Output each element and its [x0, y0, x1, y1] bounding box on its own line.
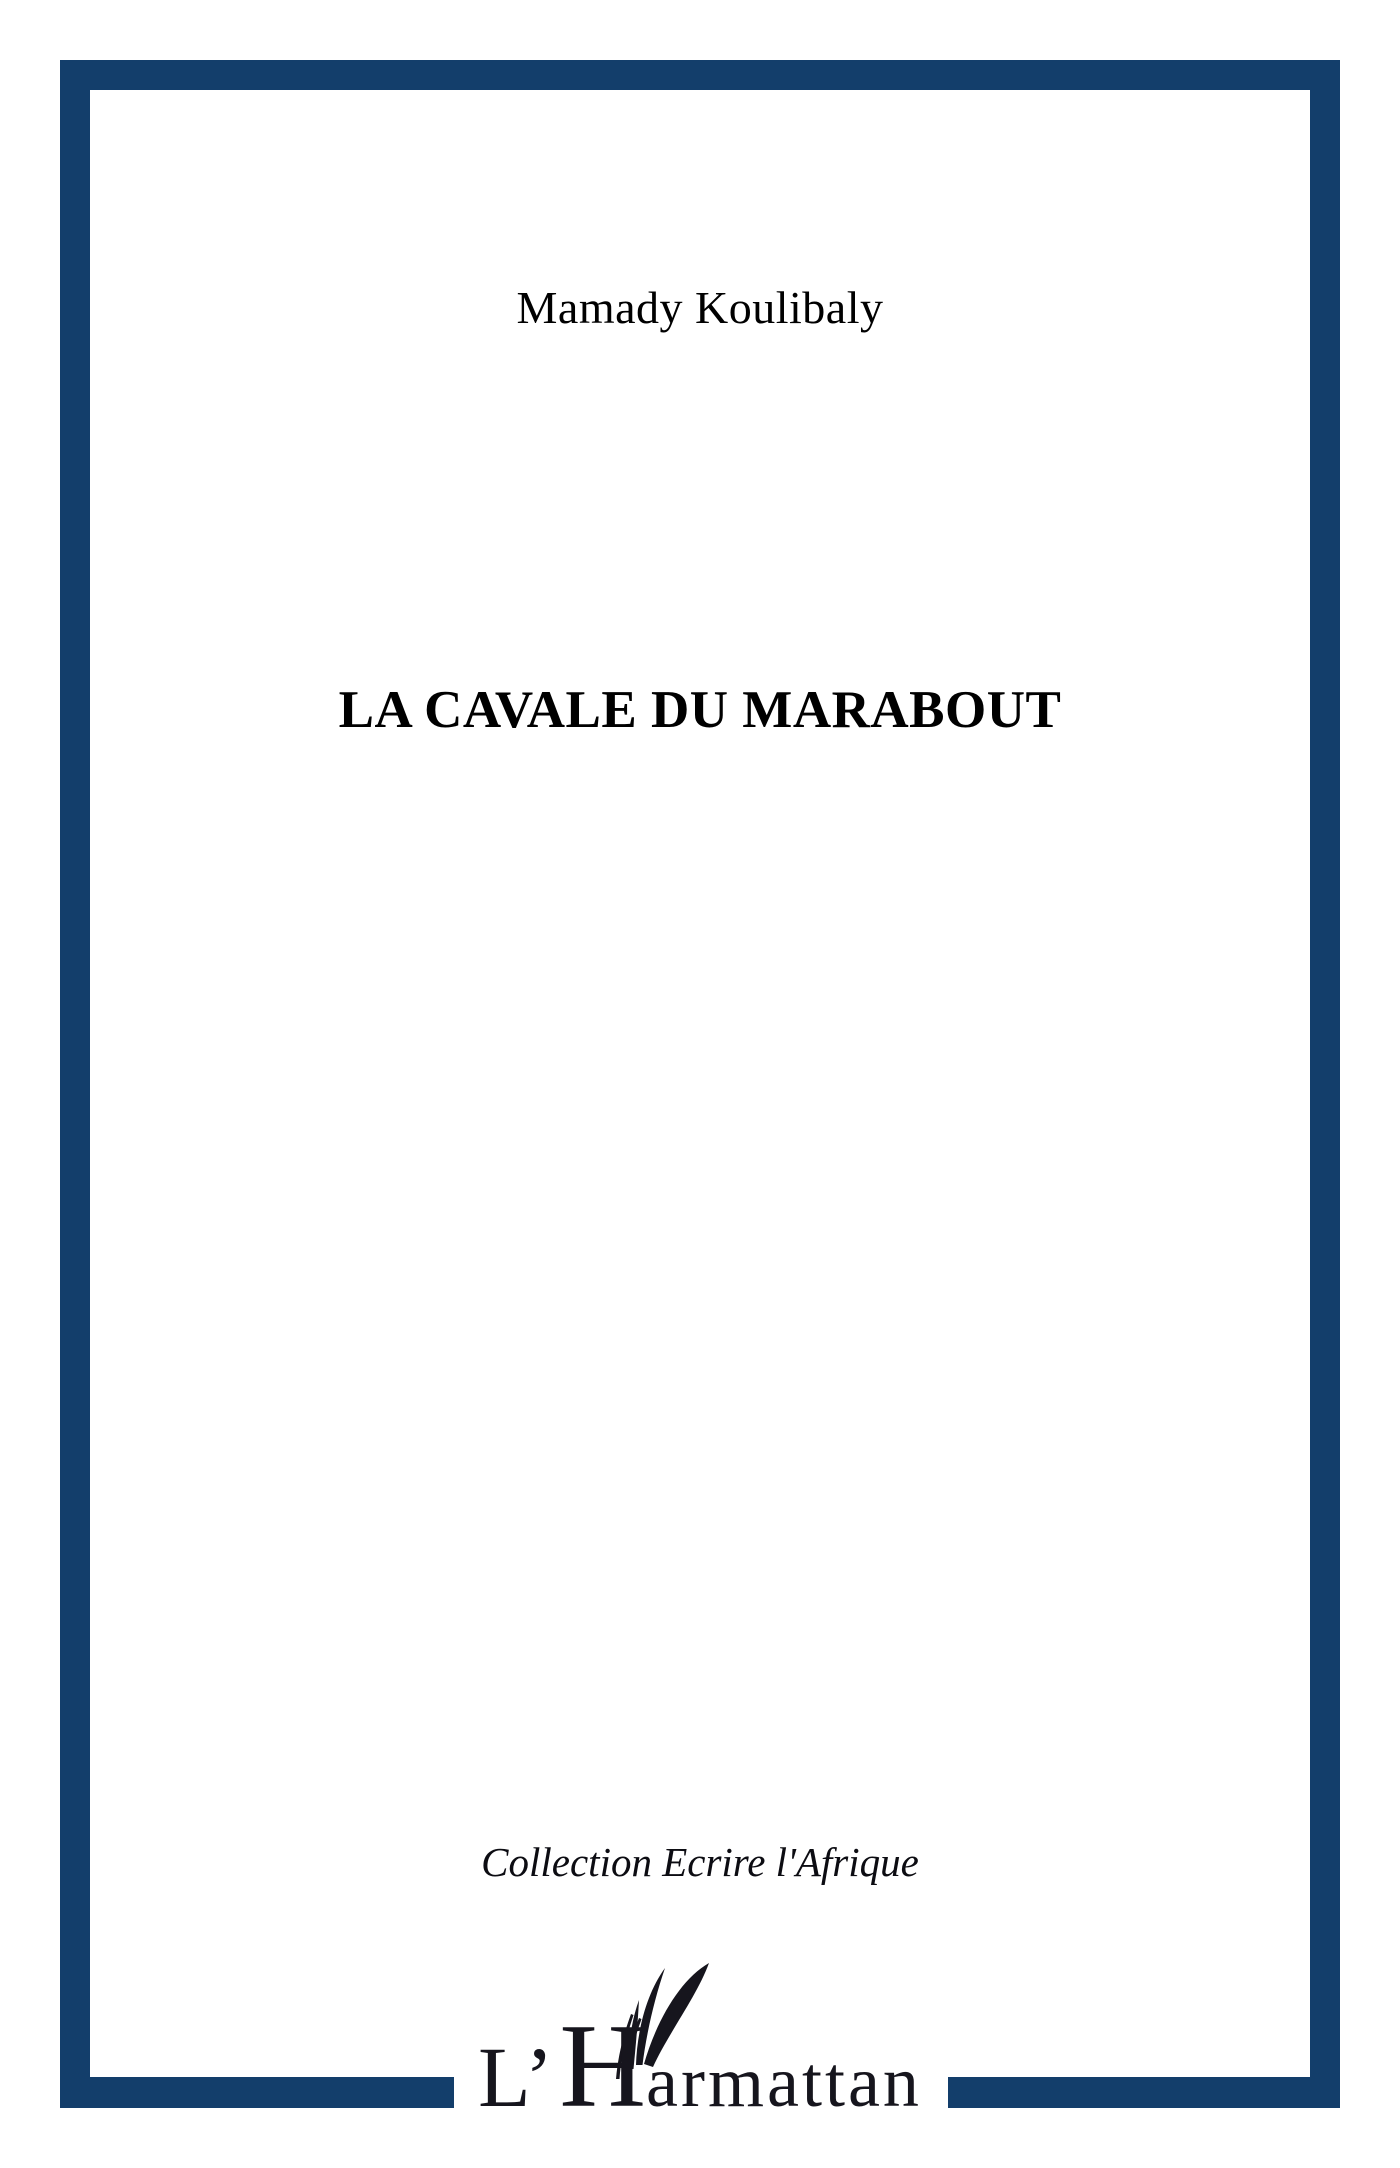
publisher-logo-initial: H	[559, 1999, 647, 2132]
frame-border-bottom-right-segment	[948, 2077, 1340, 2108]
collection-name: Collection Ecrire l'Afrique	[481, 1839, 919, 1885]
publisher-logo-prefix: L’	[478, 2029, 556, 2125]
frame-border-bottom-left-segment	[60, 2077, 454, 2108]
frame-border-right	[1310, 60, 1340, 2108]
frame-border-top	[60, 60, 1340, 90]
frame-border-left	[60, 60, 90, 2108]
publisher-logo-rest: armattan	[646, 2042, 922, 2122]
book-title: LA CAVALE DU MARABOUT	[338, 681, 1062, 739]
author-name: Mamady Koulibaly	[516, 282, 884, 333]
publisher-logo	[478, 1999, 922, 2132]
